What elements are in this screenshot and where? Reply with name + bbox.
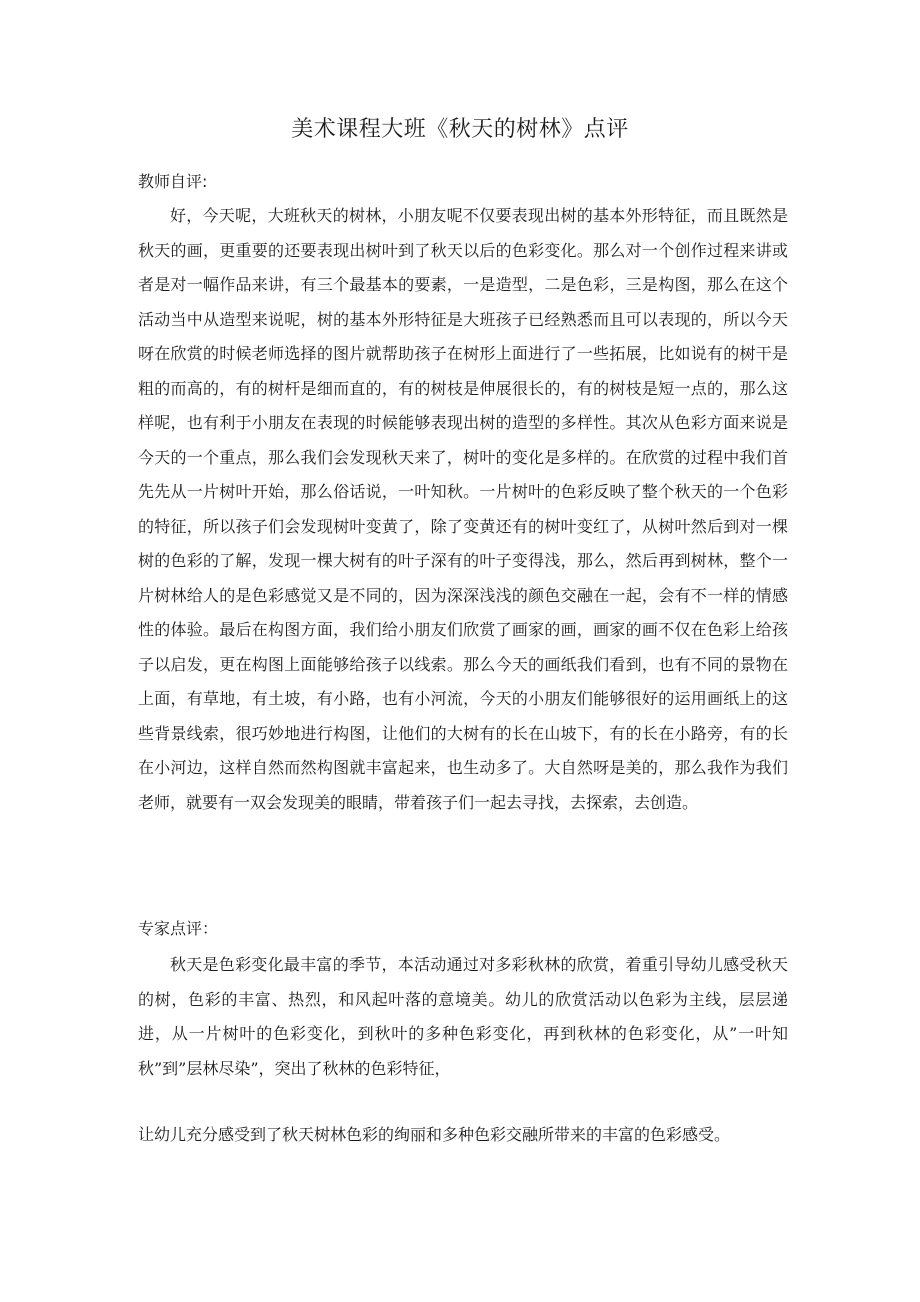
teacher-review-paragraph: 好，今天呢，大班秋天的树林，小朋友呢不仅要表现出树的基本外形特征，而且既然是秋天的画，更重要的还要表现出树叶到了秋天以后的色彩变化。那么对一个创作过程来讲或者是对一幅作品来讲，有三个最基本的要素，一是造型，二是色彩，三是构图，那么在这个活动当中从造型来说呢，树的基本外形特征是大班孩子已经熟悉而且可以表现的，所以今天呀在欣赏的时候老师选择的图片就帮助孩子在树形上面进行了一些拓展，比如说有的树干是粗的而高的，有的树杆是细而直的，有的树枝是伸展很长的，有的树枝是短一点的，那么这样呢，也有利于小朋友在表现的时候能够表现出树的造型的多样性。其次从色彩方面来说是今天的一个重点，那么我们会发现秋天来了，树叶的变化是多样的。在欣赏的过程中我们首先先从一片树叶开始，那么俗话说，一叶知秋。一片树叶的色彩反映了整个秋天的一个色彩的特征，所以孩子们会发现树叶变黄了，除了变黄还有的树叶变红了，从树叶然后到对一棵树的色彩的了解，发现一棵大树有的叶子深有的叶子变得浅，那么，然后再到树林，整个一片树林给人的是色彩感觉又是不同的，因为深深浅浅的颜色交融在一起，会有不一样的情感性的体验。最后在构图方面，我们给小朋友们欣赏了画家的画，画家的画不仅在色彩上给孩子以启发，更在构图上面能够给孩子以线索。那么今天的画纸我们看到，也有不同的景物在上面，有草地，有土坡，有小路，也有小河流，今天的小朋友们能够很好的运用画纸上的这些背景线索，很巧妙地进行构图，让他们的大树有的长在山坡下，有的长在小路旁，有的长在小河边，这样自然而然构图就丰富起来，也生动多了。大自然呀是美的，那么我作为我们老师，就要有一双会发现美的眼睛，带着孩子们一起去寻找，去探索，去创造。 <box>138 206 788 812</box>
expert-review-final-paragraph: 让幼儿充分感受到了秋天树林色彩的绚丽和多种色彩交融所带来的丰富的色彩感受。 <box>138 1125 731 1144</box>
expert-review-paragraph: 秋天是色彩变化最丰富的季节，本活动通过对多彩秋林的欣赏，着重引导幼儿感受秋天的树，色彩的丰富、热烈，和风起叶落的意境美。幼儿的欣赏活动以色彩为主线，层层递进，从一片树叶的色彩变化，到秋叶的多种色彩变化，再到秋林的色彩变化，从”一叶知秋”到”层林尽染”，突出了秋林的色彩特征， <box>138 955 788 1078</box>
expert-review-heading: 专家点评： <box>138 919 219 938</box>
document-title: 美术课程大班《秋天的树林》点评 <box>291 117 629 142</box>
teacher-review-heading: 教师自评: <box>138 172 208 191</box>
